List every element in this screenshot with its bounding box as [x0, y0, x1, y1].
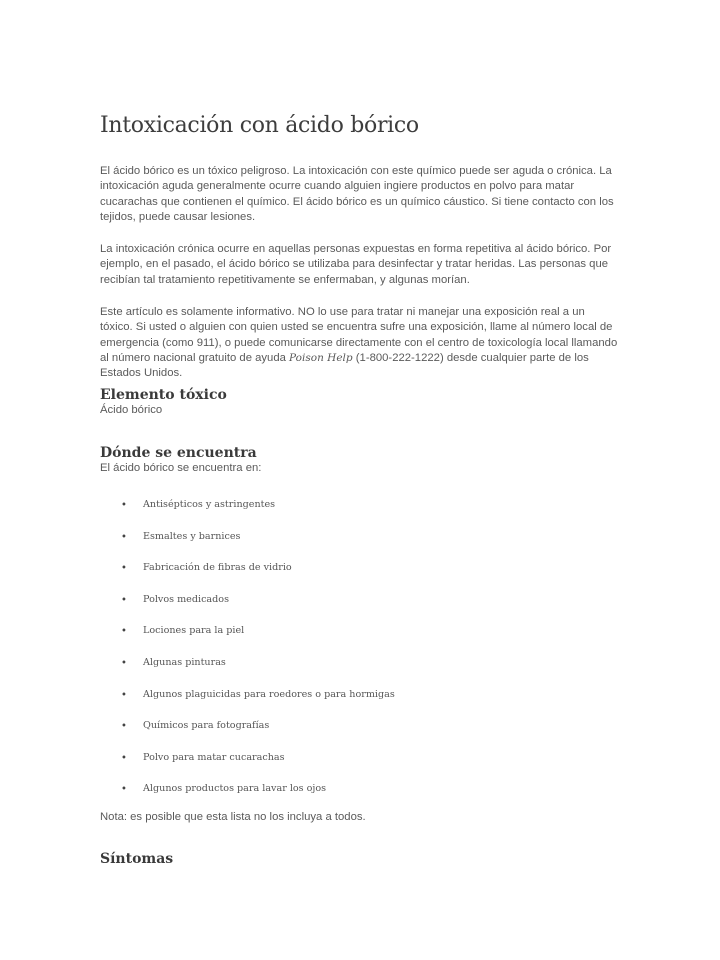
heading-where-found: Dónde se encuentra	[100, 445, 257, 461]
list-item-text: Químicos para fotografías	[143, 720, 270, 732]
list-item	[100, 531, 500, 563]
list-item	[100, 562, 500, 594]
where-found-list	[100, 499, 500, 815]
document-title: Intoxicación con ácido bórico	[100, 113, 419, 138]
bullet-icon: •	[121, 500, 127, 511]
list-item	[100, 752, 500, 784]
disclaimer-text-after: (1-800-222-1222) desde cualquier parte de los Estados Unidos.	[100, 351, 589, 380]
heading-symptoms: Síntomas	[100, 851, 174, 867]
list-item	[100, 499, 500, 531]
bullet-icon: •	[121, 784, 127, 796]
bullet-icon: •	[121, 689, 127, 701]
bullet-icon: •	[121, 626, 127, 638]
list-item-text: Fabricación de fibras de vidrio	[143, 562, 292, 574]
list-item-text: Algunos productos para lavar los ojos	[143, 783, 327, 795]
disclaimer-text-before: Este artículo es solamente informativo. NO lo use para tratar ni manejar una exposición real a un tóxico. Si usted o alguien con quien usted se encuentra sufre una exposición, llame al número local de emergencia (como 911), o puede comunicarse directamente con el centro de toxicología local llamando al número nacional gratuito de ayuda	[100, 306, 618, 364]
bullet-icon: •	[121, 594, 127, 606]
bullet-icon: •	[121, 531, 127, 543]
bullet-icon: •	[121, 721, 127, 733]
heading-toxic-element: Elemento tóxico	[100, 387, 227, 403]
list-item-text: Polvo para matar cucarachas	[143, 751, 285, 763]
list-item-text: Polvos medicados	[143, 593, 229, 605]
list-item	[100, 625, 500, 657]
intro-paragraph-2: La intoxicación crónica ocurre en aquellas personas expuestas en forma repetitiva al ácido bórico. Por ejemplo, en el pasado, el ácido bórico se utilizaba para desinfectar y tratar heridas. Las personas que recibían tal tratamiento repetitivamente se enfermaban, y algunas morían.	[100, 243, 612, 286]
bullet-icon: •	[121, 752, 127, 764]
list-item	[100, 594, 500, 626]
list-item-text: Lociones para la piel	[143, 625, 245, 637]
where-found-intro: El ácido bórico se encuentra en:	[100, 462, 262, 474]
poison-help-name: Poison Help	[289, 351, 353, 364]
list-item-text: Antisépticos y astringentes	[143, 499, 276, 510]
toxic-element-text: Ácido bórico	[100, 404, 163, 416]
list-item-text: Algunos plaguicidas para roedores o para hormigas	[143, 688, 395, 700]
bullet-icon: •	[121, 657, 127, 669]
list-item	[100, 657, 500, 689]
list-item-text: Algunas pinturas	[143, 656, 226, 668]
list-item	[100, 689, 500, 721]
disclaimer-paragraph	[100, 305, 620, 381]
list-item-text: Esmaltes y barnices	[143, 530, 241, 542]
bullet-icon: •	[121, 563, 127, 575]
list-note: Nota: es posible que esta lista no los incluya a todos.	[100, 811, 366, 823]
intro-paragraph-1: El ácido bórico es un tóxico peligroso. La intoxicación con este químico puede ser aguda o crónica. La intoxicación aguda generalmente ocurre cuando alguien ingiere productos en polvo para matar cucarachas que contienen el químico. El ácido bórico es un químico cáustico. Si tiene contacto con los tejidos, puede causar lesiones.	[100, 165, 614, 223]
list-item	[100, 720, 500, 752]
